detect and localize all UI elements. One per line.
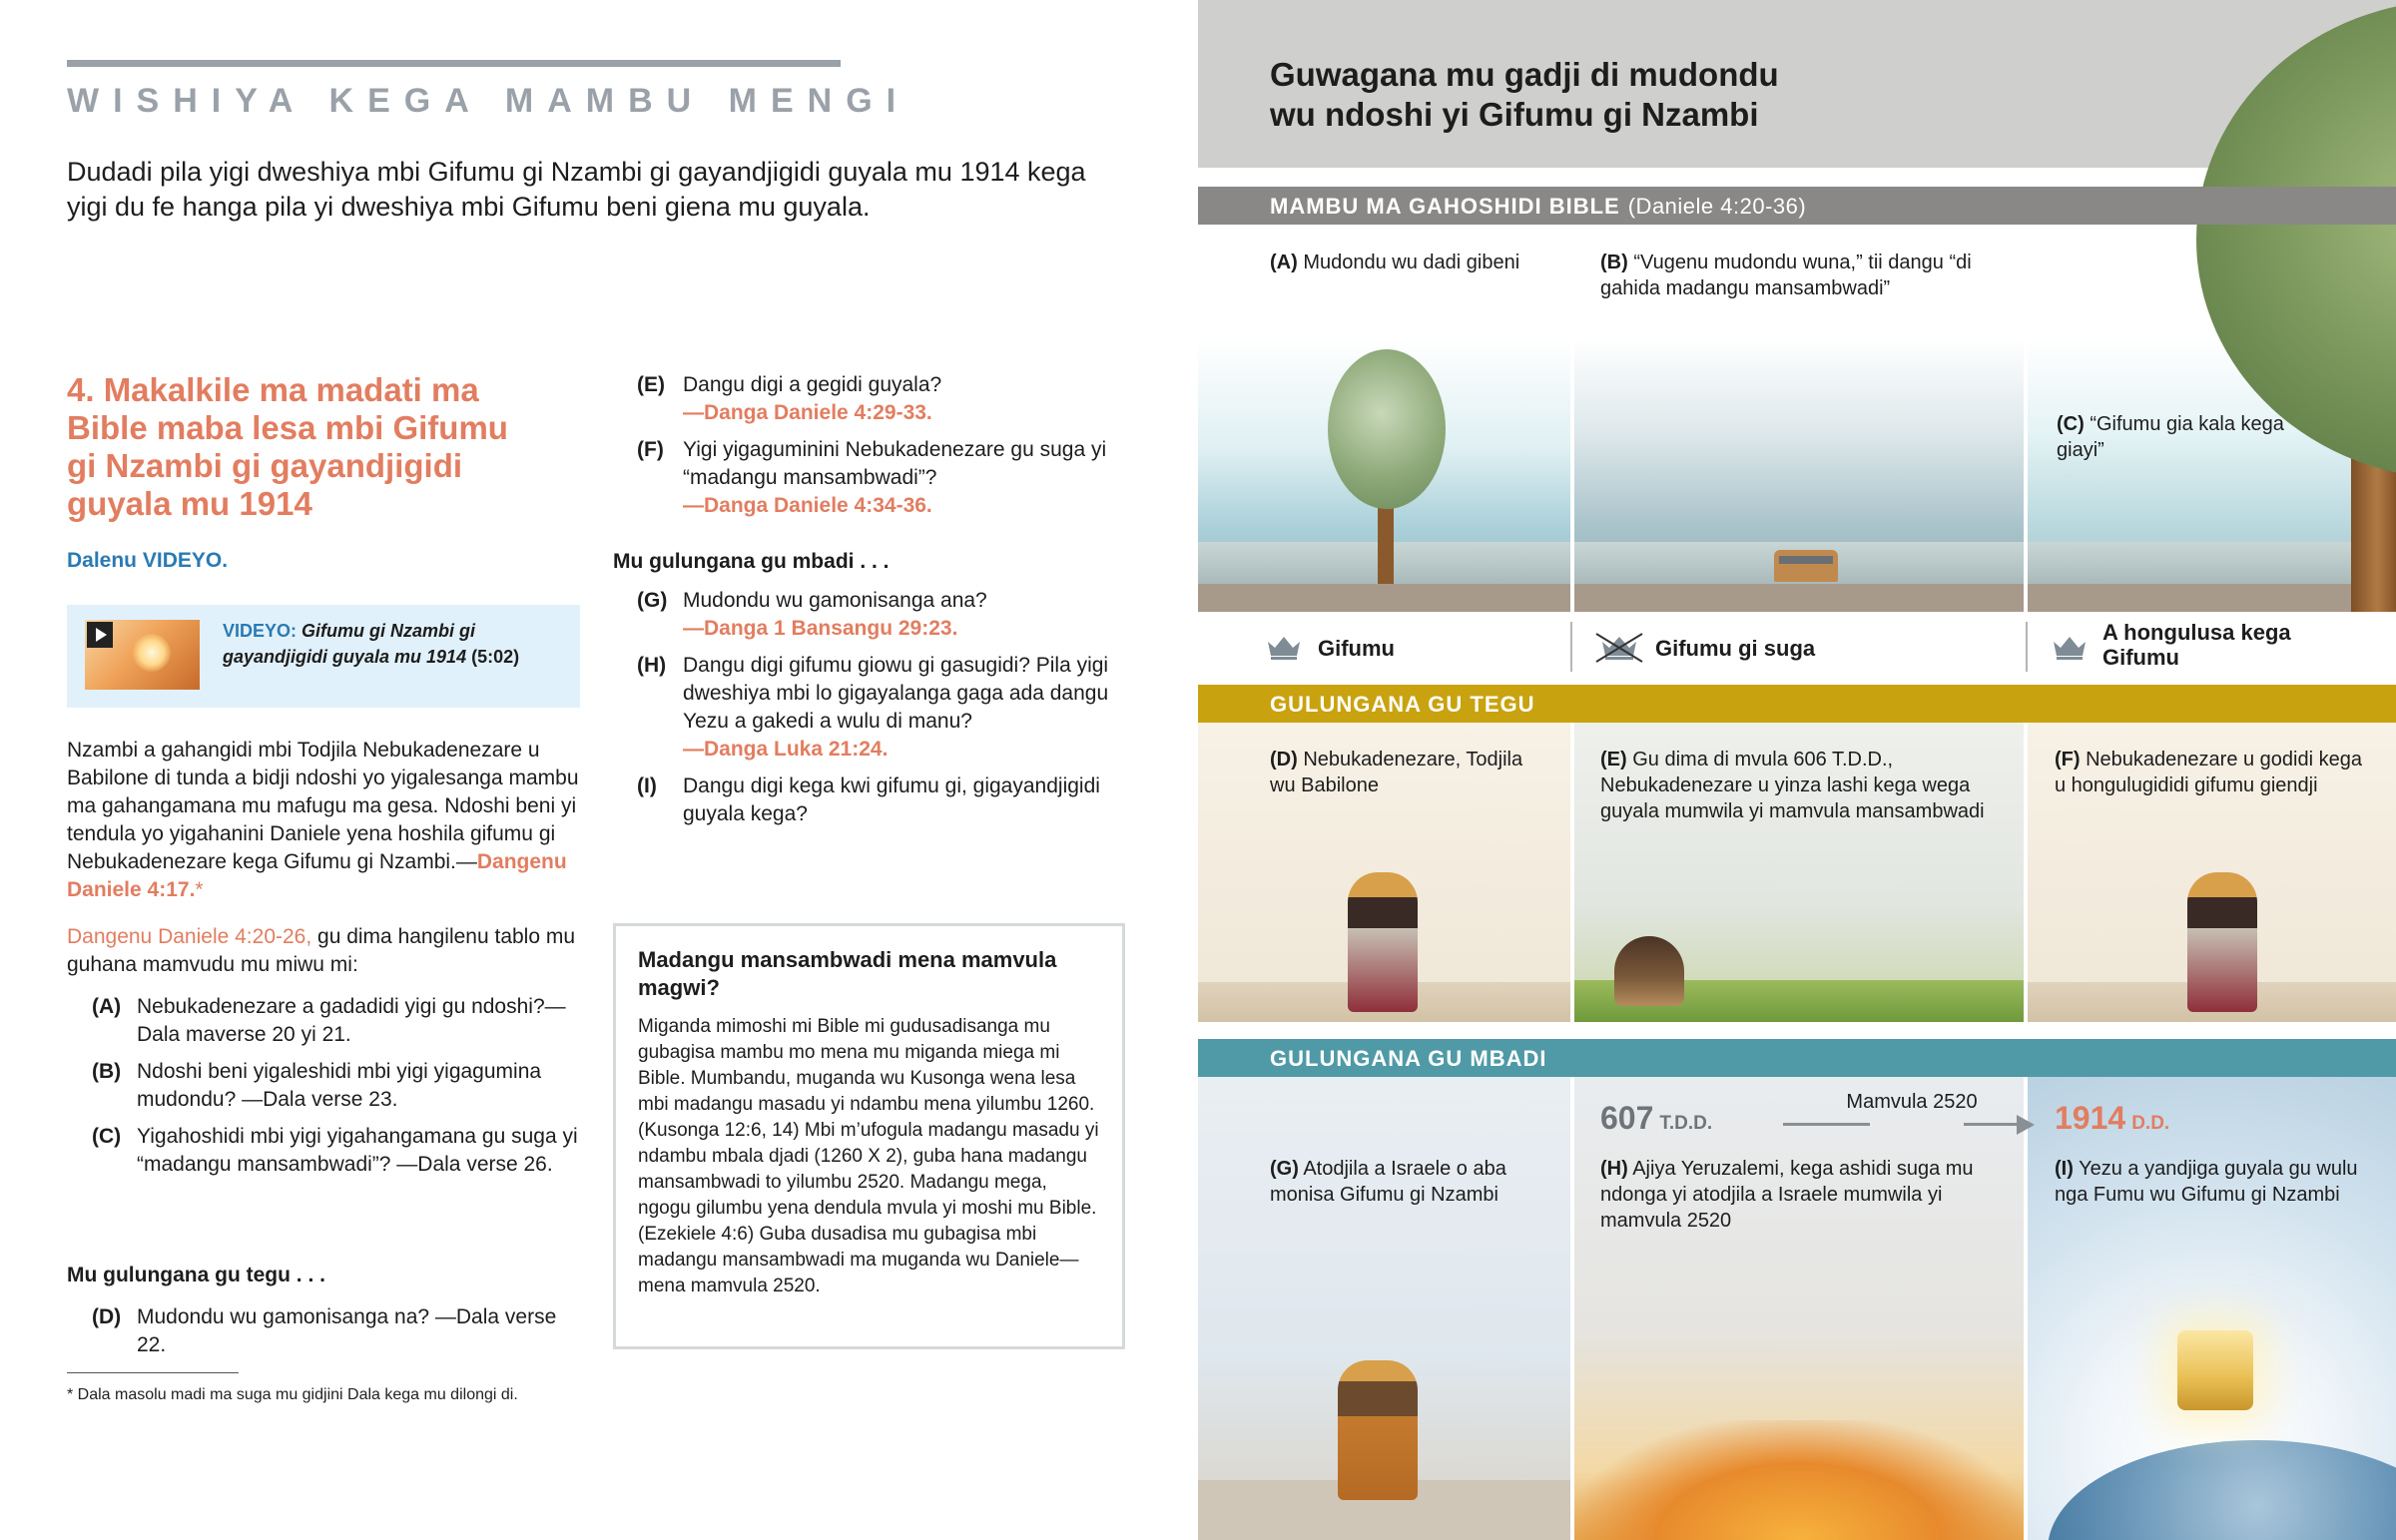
start-year xyxy=(1600,1100,1712,1137)
column-separator xyxy=(2026,622,2028,672)
question-list-ef xyxy=(611,371,1130,529)
year-number: 607 xyxy=(1600,1100,1654,1136)
caption-a xyxy=(1270,250,1549,275)
king-standing-illustration xyxy=(1348,872,1418,1012)
sidebar-body: Miganda mimoshi mi Bible mi gudusadisanga mu gubagisa mambu mo mena mu miganda miega mi Bible. Mumbandu, muganda wu Kusonga wena lesa mbi madangu masadu yi ndambu mena yilumbu 1260. (Kusonga 12:6, 14) Mbi m’ufogula madangu masadu yi ndambu mbala djadi (1260 X 2), guba hana madangu mansambwadi to yilumbu 2520. Madangu mega, ngogu gilumbu yena dendula mvula yi moshi mu Bible. (Ezekiele 4:6) Guba dusadisa mu gubagisa mbi madangu mansambwadi ma muganda wu Daniele—mena mamvula 2520. xyxy=(638,1016,1099,1296)
question-item xyxy=(611,772,1130,828)
caption-text: Yezu a yandjiga guyala gu wulu nga Fumu wu Gifumu gi Nzambi xyxy=(2055,1158,2358,1206)
footnote-marker[interactable]: * xyxy=(195,878,204,901)
second-fulfillment-band xyxy=(1198,1039,2396,1077)
king-in-field-illustration xyxy=(1614,936,1684,1006)
caption-c xyxy=(2057,411,2296,463)
question-text: Ndoshi beni yigaleshidi mbi yigi yigagumina mudondu? —Dala verse 23. xyxy=(137,1060,542,1111)
question-letter: (E) xyxy=(637,373,665,396)
kingdom-label: Gifumu gi suga xyxy=(1655,636,1816,661)
caption-i xyxy=(2055,1156,2374,1208)
scripture-reference: (Daniele 4:20-36) xyxy=(1627,194,1807,219)
chart-title-line: wu ndoshi yi Gifumu gi Nzambi xyxy=(1270,96,1759,133)
bible-says-bar xyxy=(1198,187,2396,225)
caption-d xyxy=(1270,747,1549,798)
band-label: GULUNGANA GU MBADI xyxy=(1270,1046,1547,1071)
year-era: T.D.D. xyxy=(1659,1113,1713,1134)
scripture-link[interactable]: —Danga Luka 21:24. xyxy=(683,738,889,761)
caption-letter: (C) xyxy=(2057,413,2085,435)
arrow-right-icon xyxy=(2017,1115,2035,1135)
caption-letter: (E) xyxy=(1600,749,1627,770)
ground-illustration xyxy=(1574,584,2024,612)
question-list-ghi xyxy=(611,587,1130,837)
earth-illustration xyxy=(2048,1440,2396,1540)
video-title[interactable]: Gifumu gi Nzambi gi gayandjigidi guyala mu 1914 xyxy=(223,621,476,667)
paragraph-text: gu dima hangilenu tablo mu guhana mamvudu mu miwu mi: xyxy=(67,925,576,976)
kingdom-label: Gifumu xyxy=(1318,636,1395,661)
caption-letter: (G) xyxy=(1270,1158,1299,1180)
footnote: * Dala masolu madi ma suga mu gidjini Dala kega mu dilongi di. xyxy=(67,1386,518,1403)
paragraph-text: Nzambi a gahangidi mbi Todjila Nebukadenezare u Babilone di tunda a bidji ndoshi yo yigalesanga mambu ma gahangamana mu mafugu ma gesa. Ndoshi beni yi tendula yo yigahanini Daniele yena hoshila gifumu gi Nebukadenezare kega Gifumu gi Nzambi.— xyxy=(67,739,579,873)
caption-text: “Gifumu gia kala kega giayi” xyxy=(2057,413,2284,461)
question-letter: (G) xyxy=(637,589,668,612)
band-label: GULUNGANA GU TEGU xyxy=(1270,692,1535,717)
question-text: Dangu digi kega kwi gifumu gi, gigayandjigidi guyala kega? xyxy=(683,774,1100,825)
sub-heading-second-fulfillment: Mu gulungana gu mbadi . . . xyxy=(613,550,890,573)
sidebar-box xyxy=(613,923,1125,1349)
caption-text: Nebukadenezare, Todjila wu Babilone xyxy=(1270,749,1523,796)
scripture-link[interactable]: —Danga Daniele 4:29-33. xyxy=(683,401,932,424)
seated-king-illustration xyxy=(1338,1360,1418,1500)
intro-paragraph: Dudadi pila yigi dweshiya mbi Gifumu gi Nzambi gi gayandjigidi guyala mu 1914 kega yigi du fe hanga pila yi dweshiya mbi Gifumu beni giena mu guyala. xyxy=(67,157,1086,222)
year-number: 1914 xyxy=(2055,1100,2126,1136)
caption-f xyxy=(2055,747,2374,798)
question-text: Yigahoshidi mbi yigi yigahangamana gu suga yi “madangu mansambwadi”? —Dala verse 26. xyxy=(137,1125,578,1176)
question-text: Yigi yigaguminini Nebukadenezare gu suga yi “madangu mansambwadi”? xyxy=(683,438,1107,489)
caption-letter: (D) xyxy=(1270,749,1298,770)
question-item xyxy=(611,652,1130,764)
panel-h xyxy=(1574,1077,2024,1540)
tree-crown-illustration xyxy=(1328,349,1446,509)
question-item xyxy=(611,587,1130,643)
question-letter: (H) xyxy=(637,654,667,677)
caption-text: Gu dima di mvula 606 T.D.D., Nebukadenezare u yinza lashi kega wega guyala mumwila yi mamvula mansambwadi xyxy=(1600,749,1985,822)
question-letter: (C) xyxy=(92,1125,122,1148)
top-rule xyxy=(67,60,841,67)
panel-i xyxy=(2028,1077,2396,1540)
question-text: Mudondu wu gamonisanga na? —Dala verse 22. xyxy=(137,1305,557,1356)
scene-tree-stump xyxy=(1574,339,2024,612)
chart-page xyxy=(1198,0,2396,1540)
question-list-d xyxy=(67,1303,586,1368)
sub-heading-first-fulfillment: Mu gulungana gu tegu . . . xyxy=(67,1264,325,1286)
ground-illustration xyxy=(1198,584,1570,612)
video-label: VIDEYO: xyxy=(223,621,298,641)
caption-letter: (H) xyxy=(1600,1158,1628,1180)
question-item xyxy=(611,371,1130,427)
caption-text: Ajiya Yeruzalemi, kega ashidi suga mu ndonga yi atodjila a Israele mumwila yi mamvula 2520 xyxy=(1600,1158,1974,1232)
chart-title xyxy=(1270,55,1869,135)
timeline-span-label: Mamvula 2520 xyxy=(1846,1091,1978,1113)
section-heading: WISHIYA KEGA MAMBU MENGI xyxy=(67,82,910,120)
question-letter: (A) xyxy=(92,995,122,1018)
video-duration: (5:02) xyxy=(471,647,520,667)
question-item xyxy=(67,993,586,1049)
question-heading-line: guyala mu 1914 xyxy=(67,485,312,522)
question-item xyxy=(611,436,1130,520)
caption-e xyxy=(1600,747,2000,824)
video-caption[interactable] xyxy=(223,618,562,670)
scripture-link[interactable]: Dangenu Daniele 4:17. xyxy=(67,850,567,901)
bar-label-text: MAMBU MA GAHOSHIDI BIBLE xyxy=(1270,194,1620,219)
stump-band-illustration xyxy=(1779,556,1833,564)
scripture-link[interactable]: —Danga Daniele 4:34-36. xyxy=(683,494,932,517)
ground-illustration xyxy=(2028,584,2396,612)
caption-text: Mudondu wu dadi gibeni xyxy=(1297,252,1520,273)
year-era: D.D. xyxy=(2131,1113,2170,1134)
body-paragraph-1 xyxy=(67,737,586,904)
heavenly-throne-illustration xyxy=(2177,1330,2253,1410)
question-list-abc xyxy=(67,993,586,1188)
scene-large-tree xyxy=(1198,339,1570,612)
panel-g xyxy=(1198,1077,1570,1540)
crown-icon xyxy=(2052,634,2088,660)
caption-text: “Vugenu mudondu wuna,” tii dangu “di gahida madangu mansambwadi” xyxy=(1600,252,1972,299)
chart-title-line: Guwagana mu gadji di mudondu xyxy=(1270,56,1779,93)
caption-letter: (F) xyxy=(2055,749,2081,770)
watch-video-link[interactable]: Dalenu VIDEYO. xyxy=(67,549,229,572)
question-text: Dangu digi a gegidi guyala? xyxy=(683,373,942,396)
timeline-line xyxy=(1783,1123,1870,1126)
question-text: Mudondu wu gamonisanga ana? xyxy=(683,589,987,612)
body-paragraph-2 xyxy=(67,923,586,979)
stump-illustration xyxy=(1774,550,1838,582)
first-fulfillment-band xyxy=(1198,685,2396,723)
caption-b xyxy=(1600,250,2020,301)
question-text: Dangu digi gifumu giowu gi gasugidi? Pila yigi dweshiya mbi lo gigayalanga gaga ada dangu Yezu a gakedi a wulu di manu? xyxy=(683,654,1109,733)
caption-text: Atodjila a Israele o aba monisa Gifumu gi Nzambi xyxy=(1270,1158,1506,1206)
question-text: Nebukadenezare a gadadidi yigi gu ndoshi?—Dala maverse 20 yi 21. xyxy=(137,995,566,1046)
question-heading-line: Bible maba lesa mbi Gifumu xyxy=(67,409,508,446)
sidebar-title: Madangu mansambwadi mena mamvula magwi? xyxy=(638,947,1057,1000)
question-item xyxy=(67,1123,586,1179)
question-item xyxy=(67,1058,586,1114)
question-item xyxy=(67,1303,586,1359)
question-letter: (B) xyxy=(92,1060,122,1083)
crown-icon xyxy=(1266,634,1302,660)
question-letter: (I) xyxy=(637,774,657,797)
bible-says-label xyxy=(1270,194,1806,220)
video-card[interactable] xyxy=(67,605,580,708)
caption-letter: (B) xyxy=(1600,252,1628,273)
caption-g xyxy=(1270,1156,1559,1208)
column-separator xyxy=(1570,622,1572,672)
question-heading-line: gi Nzambi gi gayandjigidi xyxy=(67,447,463,484)
light-glow-icon xyxy=(133,634,171,672)
kingdom-label: A hongulusa kega Gifumu xyxy=(2102,620,2291,670)
king-praising-illustration xyxy=(2187,872,2257,1012)
caption-h xyxy=(1600,1156,2020,1234)
play-icon[interactable] xyxy=(87,622,113,648)
question-letter: (D) xyxy=(92,1305,122,1328)
burning-city-illustration xyxy=(1574,1420,2024,1540)
scripture-link[interactable]: —Danga 1 Bansangu 29:23. xyxy=(683,617,958,640)
footnote-divider xyxy=(67,1372,239,1373)
caption-letter: (I) xyxy=(2055,1158,2074,1180)
kingdom-status-row xyxy=(1198,612,2396,684)
question-heading xyxy=(67,371,546,523)
scripture-link[interactable]: Dangenu Daniele 4:20-26, xyxy=(67,925,312,948)
caption-letter: (A) xyxy=(1270,252,1298,273)
video-thumbnail[interactable] xyxy=(85,620,200,690)
caption-text: Nebukadenezare u godidi kega u hongulugididi gifumu giendji xyxy=(2055,749,2362,796)
end-year xyxy=(2055,1100,2169,1137)
question-letter: (F) xyxy=(637,438,664,461)
crossed-crown-icon xyxy=(1593,630,1645,664)
question-heading-line: 4. Makalkile ma madati ma xyxy=(67,371,479,408)
